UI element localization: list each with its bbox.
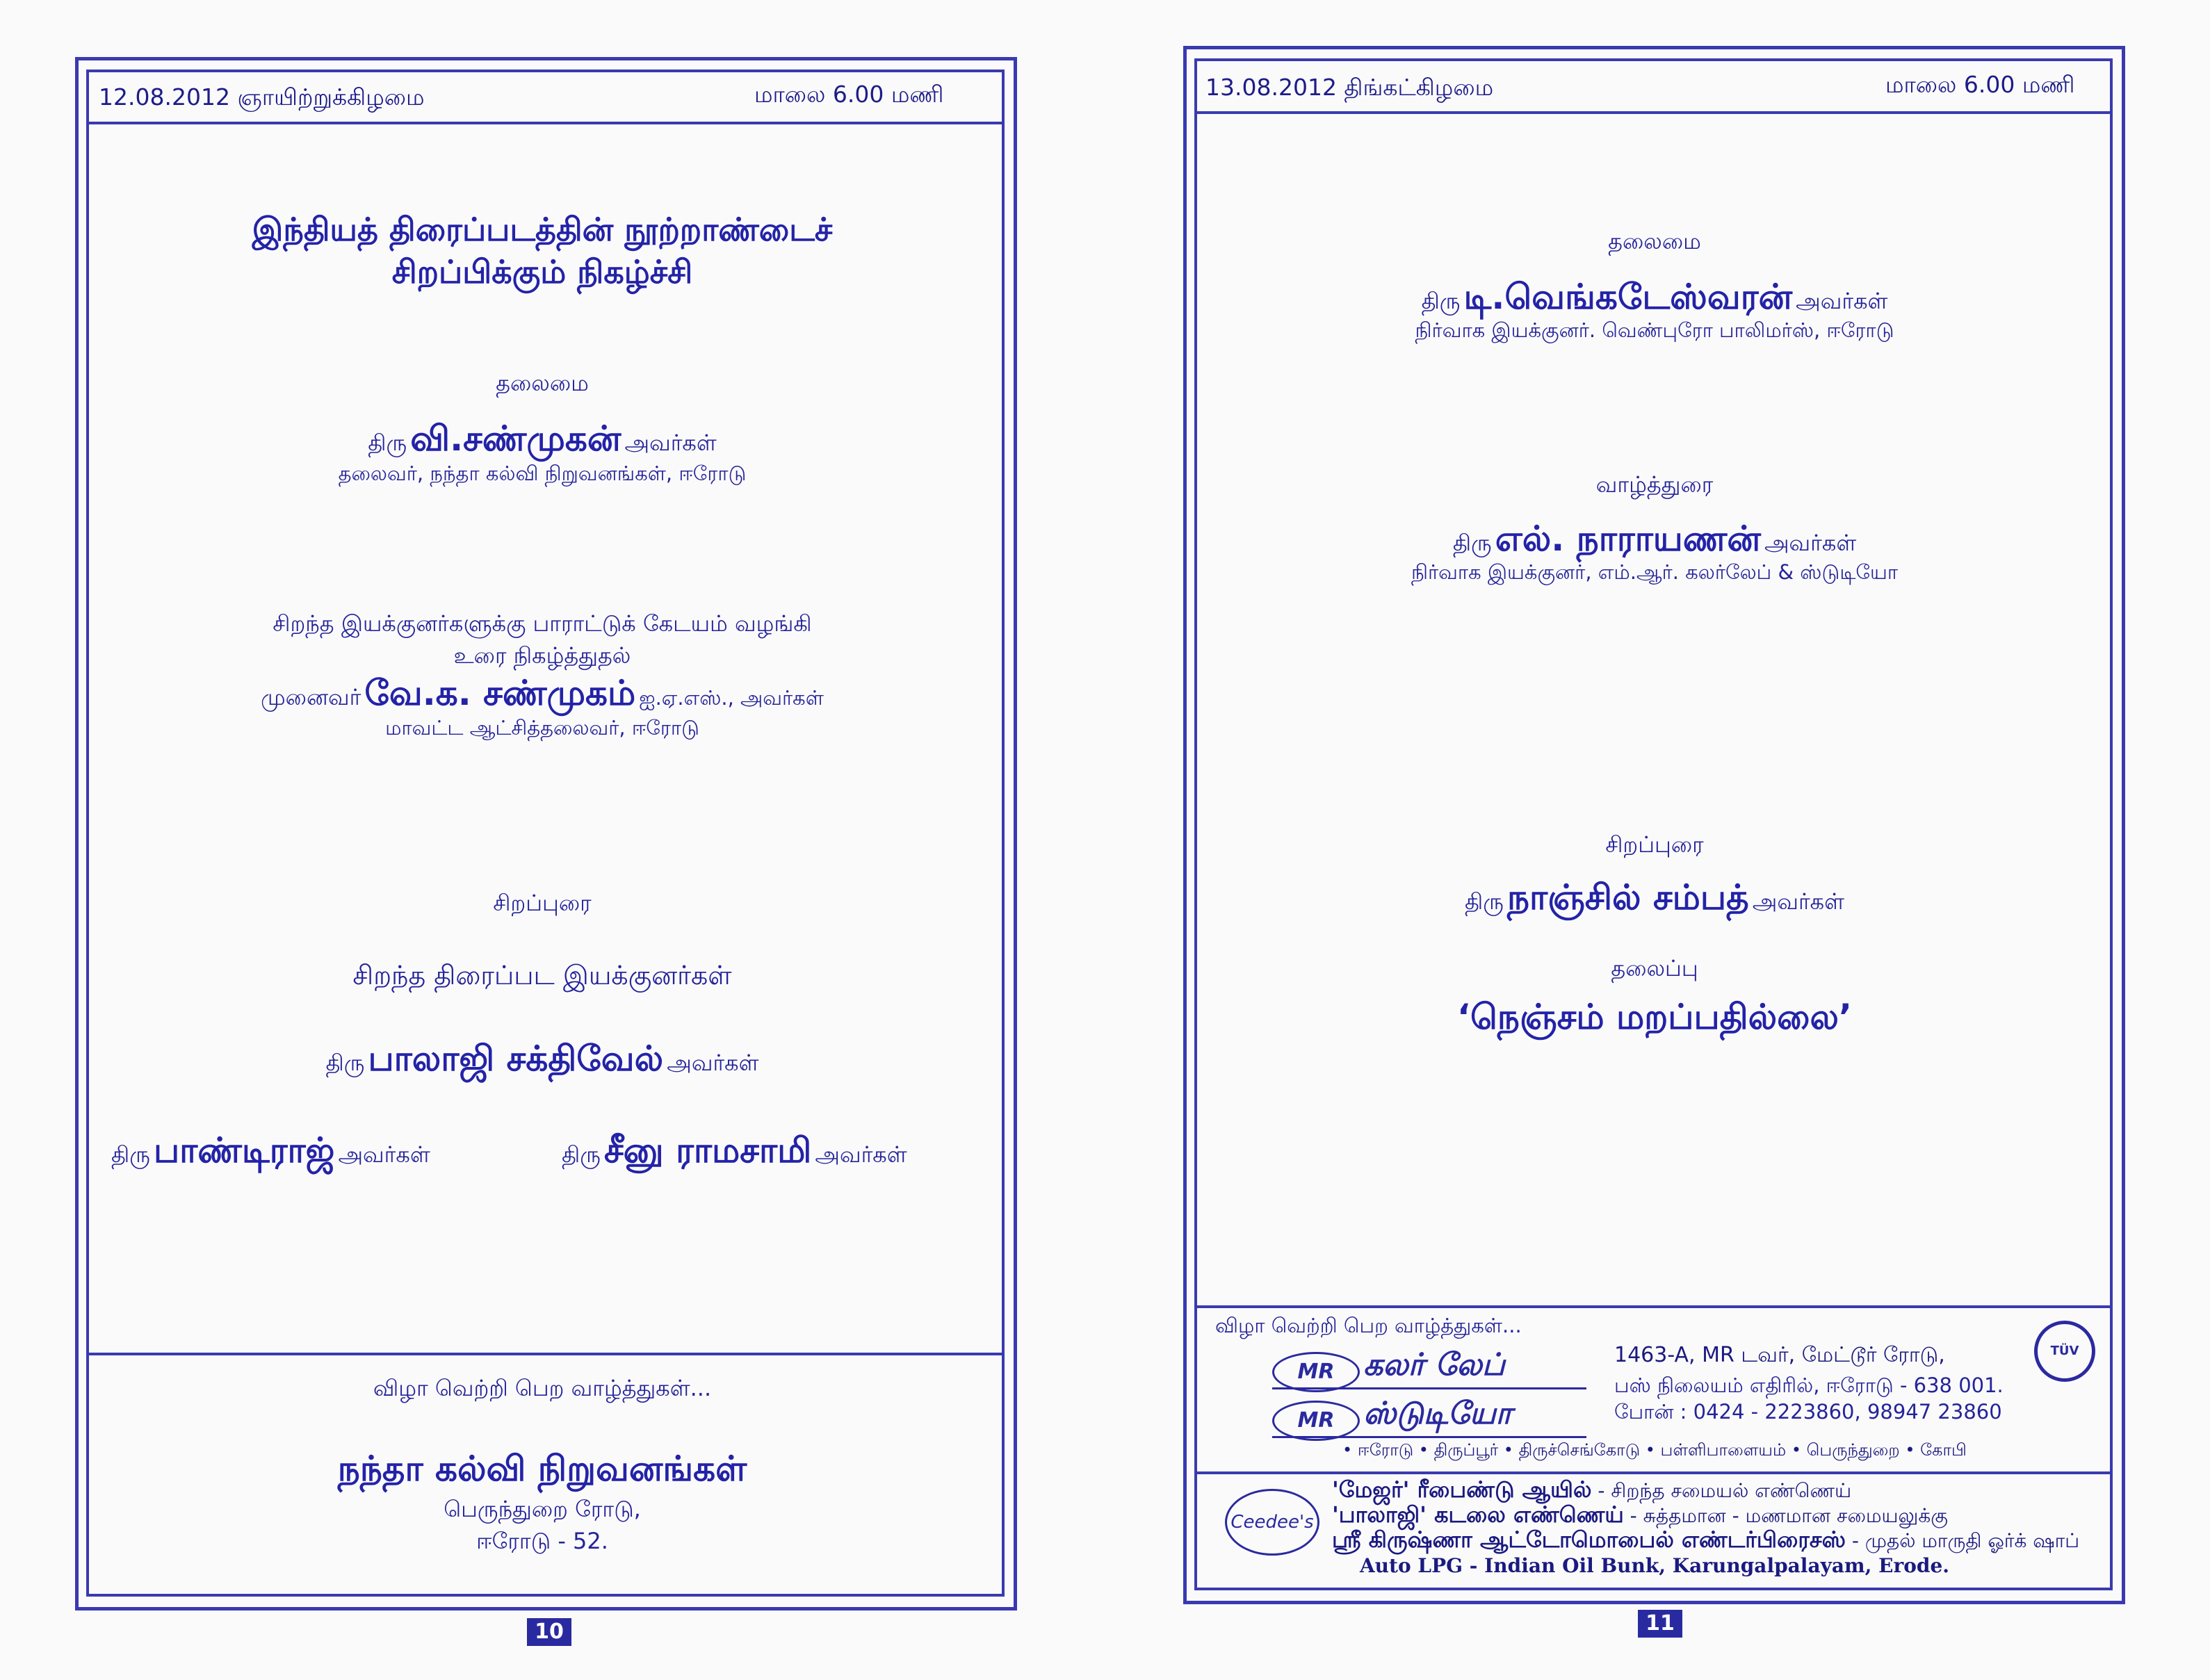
ad-line-2-rest: - சுத்தமான - மணமான சமையலுக்கு (1623, 1504, 1949, 1527)
right-presider-role: நிர்வாக இயக்குனர். வெண்புரோ பாலிமர்ஸ், ஈரோடு (1415, 318, 1894, 342)
left-sponsor-addr2: ஈரோடு - 52. (476, 1528, 608, 1554)
right-ads-divider (1194, 1471, 2110, 1474)
left-presider-name: வி.சண்முகன் (410, 418, 621, 459)
right-greeter-prefix: திரு (1452, 530, 1492, 556)
left-director1-suffix: அவர்கள் (667, 1050, 759, 1076)
right-greeter-suffix: அவர்கள் (1764, 530, 1857, 556)
left-director2-suffix: அவர்கள் (338, 1141, 430, 1168)
left-director3-name: சீனு ராமசாமி (603, 1130, 812, 1171)
right-wishes: விழா வெற்றி பெற வாழ்த்துகள்... (1215, 1314, 1522, 1337)
left-director3-line (562, 1130, 907, 1175)
left-special-label: சிறப்புரை (493, 890, 592, 916)
left-director2-name: பாண்டிராஜ் (153, 1130, 335, 1171)
ad-line-3 (1332, 1526, 2079, 1556)
left-award-line2: உரை நிகழ்த்துதல் (453, 642, 631, 669)
right-presiding-label: தலைமை (1608, 228, 1701, 254)
mr-phone: போன் : 0424 - 2223860, 98947 23860 (1614, 1400, 2002, 1424)
right-greeter-line (1453, 519, 1856, 564)
mr-logo-icon-2: MR (1272, 1401, 1360, 1441)
right-header-date: 13.08.2012 திங்கட்கிழமை (1205, 74, 1494, 101)
left-sponsor-addr1: பெருந்துறை ரோடு, (444, 1496, 641, 1522)
mr-address2: பஸ் நிலையம் எதிரில், ஈரோடு - 638 001. (1614, 1373, 2004, 1397)
left-director3-suffix: அவர்கள் (815, 1141, 907, 1168)
ad-line-1-bold: 'மேஜர்' ரீபைண்டு ஆயில் (1332, 1476, 1592, 1503)
right-speaker-name: நாஞ்சில் சம்பத் (1506, 877, 1749, 918)
left-speaker-prefix: முனைவர் (261, 684, 361, 710)
mr-address1: 1463-A, MR டவர், மேட்டூர் ரோடு, (1614, 1343, 1945, 1367)
mr-logo-text1: கலர் லேப் (1363, 1347, 1505, 1383)
right-topic-label: தலைப்பு (1611, 955, 1698, 981)
left-speaker-name: வே.க. சண்முகம் (364, 673, 636, 713)
left-director1-prefix: திரு (325, 1050, 365, 1076)
right-presider-prefix: திரு (1421, 288, 1461, 314)
mr-logo-line2 (1272, 1396, 1512, 1441)
right-page-number: 11 (1638, 1610, 1682, 1638)
left-presiding-label: தலைமை (496, 370, 589, 396)
left-award-line1: சிறந்த இயக்குனர்களுக்கு பாராட்டுக் கேடயம் வழங்கி (273, 610, 812, 637)
right-presider-name: டி.வெங்கடேஸ்வரன் (1463, 277, 1793, 317)
right-greeter-name: எல். நாராயணன் (1495, 519, 1761, 559)
right-presider-line (1422, 277, 1888, 322)
left-presider-role: தலைவர், நந்தா கல்வி நிறுவனங்கள், ஈரோடு (338, 462, 747, 485)
right-special-label: சிறப்புரை (1605, 831, 1704, 858)
left-header-time: மாலை 6.00 மணி (754, 81, 944, 108)
left-header-divider (86, 122, 1002, 124)
left-title-line1: இந்தியத் திரைப்படத்தின் நூற்றாண்டைச் (252, 211, 833, 248)
mr-logo-icon: MR (1272, 1352, 1360, 1392)
left-director2-line (111, 1130, 430, 1175)
left-presider-line (368, 418, 717, 464)
left-sponsor-name: நந்தா கல்வி நிறுவனங்கள் (337, 1449, 747, 1489)
ad-line-1-rest: - சிறந்த சமையல் எண்ணெய் (1591, 1479, 1852, 1502)
right-presider-suffix: அவர்கள் (1796, 288, 1888, 314)
right-footer-divider (1194, 1305, 2110, 1308)
right-greeter-role: நிர்வாக இயக்குனர், எம்.ஆர். கலர்லேப் & ஸ்டுடியோ (1411, 560, 1899, 584)
right-speaker-prefix: திரு (1465, 888, 1504, 915)
left-wishes: விழா வெற்றி பெற வாழ்த்துகள்... (373, 1375, 712, 1401)
left-title-line2: சிறப்பிக்கும் நிகழ்ச்சி (391, 253, 693, 291)
left-director1-line (326, 1038, 759, 1084)
left-director1-name: பாலாஜி சக்திவேல் (368, 1038, 664, 1079)
right-header-time: மாலை 6.00 மணி (1885, 71, 2075, 98)
right-speaker-line (1465, 877, 1844, 922)
right-header-divider (1194, 111, 2110, 114)
left-speaker-line (261, 673, 824, 718)
mr-branches: • ஈரோடு • திருப்பூர் • திருச்செங்கோடு • பள்ளிபாளையம் • பெருந்துறை • கோபி (1342, 1440, 1967, 1460)
mr-logo-underline2 (1272, 1436, 1586, 1438)
left-inner-border (86, 70, 1005, 1597)
tuv-badge-icon: TÜV (2034, 1321, 2095, 1382)
ad-line-3-bold: ஸ்ரீ கிருஷ்ணா ஆட்டோமொபைல் எண்டர்பிரைசஸ் (1332, 1526, 1846, 1553)
left-page-number: 10 (527, 1618, 571, 1646)
mr-logo-line1 (1272, 1347, 1505, 1392)
left-header-date: 12.08.2012 ஞாயிற்றுக்கிழமை (99, 83, 425, 111)
ad-line-4: Auto LPG - Indian Oil Bunk, Karungalpalayam, Erode. (1359, 1554, 1950, 1577)
ad-line-2-bold: 'பாலாஜி' கடலை எண்ணெய் (1332, 1501, 1624, 1528)
mr-logo-text2: ஸ்டுடியோ (1363, 1396, 1512, 1431)
right-speaker-suffix: அவர்கள் (1752, 888, 1844, 915)
ad-line-3-rest: - முதல் மாருதி ஓர்க் ஷாப் (1846, 1529, 2080, 1552)
left-presider-suffix: அவர்கள் (624, 430, 717, 456)
left-directors-label: சிறந்த திரைப்பட இயக்குனர்கள் (352, 960, 732, 990)
left-director3-prefix: திரு (562, 1141, 601, 1168)
left-speaker-suffix: ஐ.ஏ.எஸ்., அவர்கள் (639, 686, 824, 710)
left-presider-prefix: திரு (368, 430, 407, 456)
left-speaker-role: மாவட்ட ஆட்சித்தலைவர், ஈரோடு (385, 716, 699, 740)
right-topic: ‘நெஞ்சம் மறப்பதில்லை’ (1457, 997, 1852, 1037)
mr-logo-underline1 (1272, 1387, 1586, 1389)
ceedees-logo-icon: Ceedee's (1225, 1489, 1319, 1556)
left-footer-divider (86, 1353, 1002, 1355)
right-greeting-label: வாழ்த்துரை (1595, 471, 1714, 498)
left-director2-prefix: திரு (111, 1141, 150, 1168)
